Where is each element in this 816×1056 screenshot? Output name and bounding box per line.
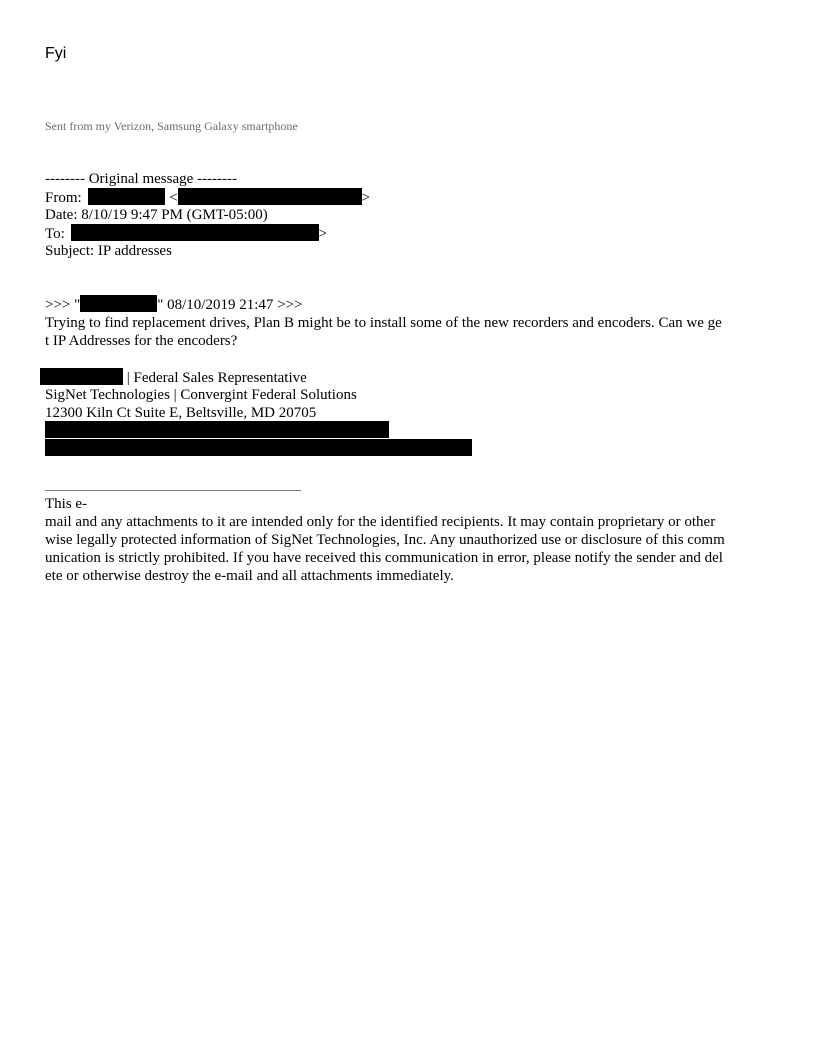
to-label: To: [45,226,65,242]
subject-line: Subject: IP addresses [45,243,172,259]
disclaimer-line-5: ete or otherwise destroy the e-mail and all attachments immediately. [45,568,454,584]
redacted-sender-email [178,188,362,205]
disclaimer-line-3: wise legally protected information of SigNet Technologies, Inc. Any unauthorized use or disclosure of this comm [45,532,725,548]
disclaimer-line-4: unication is strictly prohibited. If you have received this communication in error, please notify the sender and del [45,550,723,566]
original-message-separator: -------- Original message -------- [45,171,237,187]
from-label: From: [45,190,82,206]
redacted-contact-line-2 [45,439,472,456]
redacted-quote-sender [80,295,157,312]
signature-address: 12300 Kiln Ct Suite E, Beltsville, MD 20705 [45,405,317,421]
quote-suffix: " 08/10/2019 21:47 >>> [157,297,303,313]
redacted-contact-line-1 [45,421,389,438]
message-body-line-1: Trying to find replacement drives, Plan B might be to install some of the new recorders and encoders. Can we ge [45,315,722,331]
mobile-signature: Sent from my Verizon, Samsung Galaxy smartphone [45,119,298,133]
quote-prefix: >>> " [45,297,81,313]
note-text: Fyi [45,45,67,62]
disclaimer-line-2: mail and any attachments to it are intended only for the identified recipients. It may contain proprietary or other [45,514,716,530]
signature-company: SigNet Technologies | Convergint Federal Solutions [45,387,357,403]
email-close-bracket: > [361,190,371,206]
signature-name-title [40,368,307,387]
quote-header [45,295,303,314]
from-line [45,188,370,207]
recipient-close-bracket: > [318,226,328,242]
to-line [45,224,327,243]
date-line: Date: 8/10/19 9:47 PM (GMT-05:00) [45,207,268,223]
message-body-line-2: t IP Addresses for the encoders? [45,333,238,349]
disclaimer-line-1: This e- [45,496,88,512]
redacted-sender-name [88,188,165,205]
disclaimer-divider [45,490,301,491]
redacted-rep-name [40,368,123,385]
rep-title: | Federal Sales Representative [123,370,307,386]
email-open-bracket: < [169,190,178,206]
redacted-recipient [71,224,319,241]
